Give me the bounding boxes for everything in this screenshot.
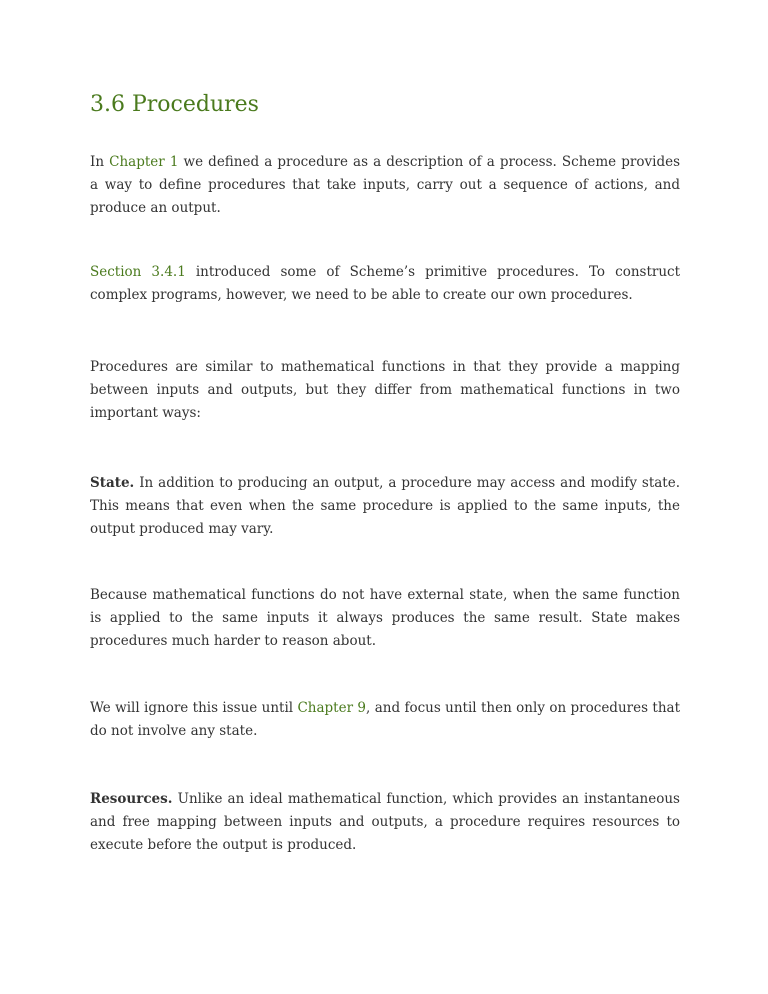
paragraph-resources-text: Unlike an ideal mathematical function, which provides an instantaneous and free mapping between inputs and outputs, a procedure requires resources to execute before the output is produced.: [90, 791, 680, 853]
chapter-9-link[interactable]: Chapter 9: [297, 700, 367, 716]
section-3-4-1-link[interactable]: Section 3.4.1: [90, 264, 186, 280]
paragraph-ignore-issue: [90, 697, 680, 743]
chapter-1-link[interactable]: Chapter 1: [109, 154, 179, 170]
paragraph-state-text: In addition to producing an output, a procedure may access and modify state. This means that even when the same procedure is applied to the same inputs, the output produced may vary.: [90, 475, 680, 537]
paragraph-state: [90, 472, 680, 541]
paragraph-intro-pre: In: [90, 154, 110, 170]
paragraph-section-ref-text: introduced some of Scheme’s primitive procedures. To construct complex programs, however, we need to be able to create our own procedures.: [90, 264, 680, 303]
paragraph-external-state: Because mathematical functions do not have external state, when the same function is applied to the same inputs it always produces the same result. State makes procedures much harder to reason about.: [90, 587, 680, 649]
paragraph-intro: [90, 151, 680, 220]
section-heading: 3.6 Procedures: [90, 92, 259, 117]
paragraph-ignore-issue-pre: We will ignore this issue until: [90, 700, 298, 716]
paragraph-intro-text: we defined a procedure as a description of a process. Scheme provides a way to define procedures that take inputs, carry out a sequence of actions, and produce an output.: [90, 154, 680, 216]
state-term: State.: [90, 475, 135, 491]
resources-term: Resources.: [90, 791, 173, 807]
paragraph-resources: [90, 788, 680, 857]
paragraph-ignore-issue-text: , and focus until then only on procedures that do not involve any state.: [90, 700, 680, 739]
paragraph-section-ref: [90, 261, 680, 307]
paragraph-comparison: Procedures are similar to mathematical functions in that they provide a mapping between inputs and outputs, but they differ from mathematical functions in two important ways:: [90, 359, 680, 421]
